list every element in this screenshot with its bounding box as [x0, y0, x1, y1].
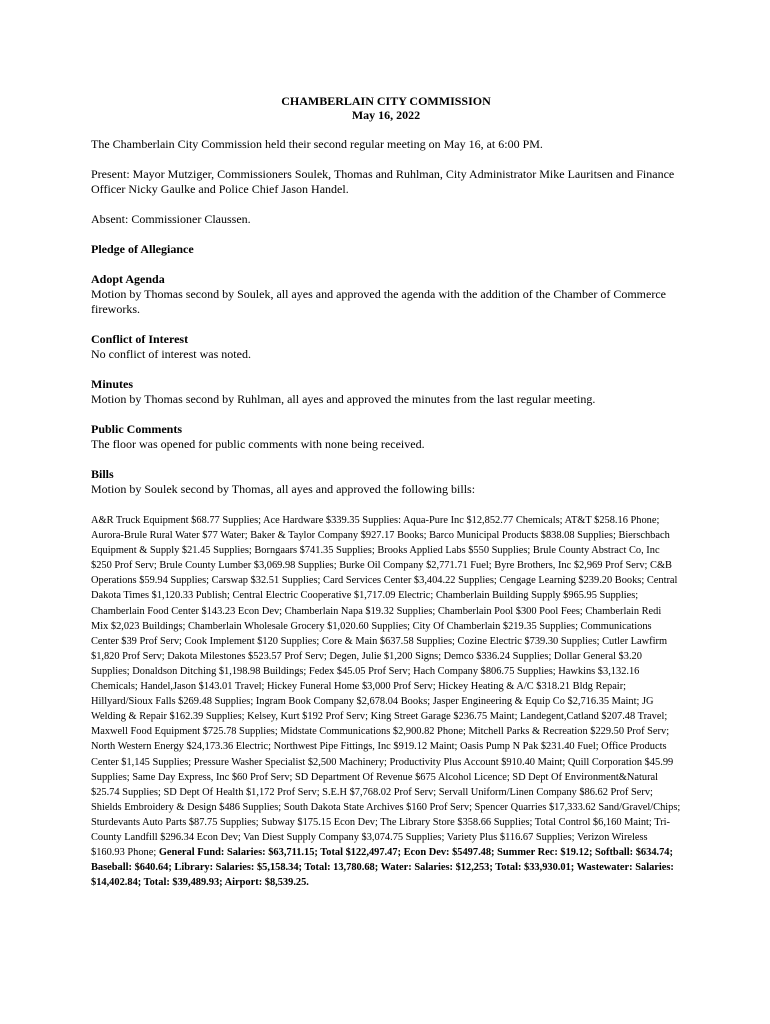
conflict-section [91, 332, 681, 362]
document-page [91, 94, 681, 890]
minutes-section [91, 377, 681, 407]
agenda-heading: Adopt Agenda [91, 272, 165, 286]
minutes-heading: Minutes [91, 377, 133, 391]
bills-motion-text: Motion by Soulek second by Thomas, all ayes and approved the following bills: [91, 482, 476, 496]
document-header [91, 94, 681, 122]
pledge-section [91, 242, 681, 257]
present-paragraph: Present: Mayor Mutziger, Commissioners Soulek, Thomas and Ruhlman, City Administrator Mike Lauritsen and Finance Officer Nicky Gaulke and Police Chief Jason Handel. [91, 167, 675, 196]
bills-heading: Bills [91, 467, 114, 481]
agenda-section [91, 272, 681, 317]
public-comments-heading: Public Comments [91, 422, 182, 436]
conflict-heading: Conflict of Interest [91, 332, 189, 346]
pledge-heading: Pledge of Allegiance [91, 242, 194, 256]
bills-list [91, 513, 681, 890]
absent-paragraph: Absent: Commissioner Claussen. [91, 212, 251, 226]
public-comments-text: The floor was opened for public comments with none being received. [91, 437, 425, 451]
bills-list-items: A&R Truck Equipment $68.77 Supplies; Ace Hardware $339.35 Supplies: Aqua-Pure Inc $12,852.77 Chemicals; AT&T $258.16 Phone; Aurora-Brule Rural Water $77 Water; Baker & Taylor Company $927.17 Books; Barco Municipal Products $838.08 Supplies; Bierschbach Equipment & Supply $21.45 Supplies; Borngaars $741.35 Supplies; Brooks Applied Labs $550 Supplies; Brule County Abstract Co, Inc $250 Prof Serv; Brule County Lumber $3,069.98 Supplies; Burke Oil Company $2,771.71 Fuel; Byre Brothers, Inc $2,969 Prof Serv; C&B Operations $59.94 Supplies; Carswap $32.51 Supplies; Card Services Center $3,404.22 Supplies; Cengage Learning $239.20 Books; Central Dakota Times $1,120.33 Publish; Central Electric Cooperative $1,717.09 Electric; Chamberlain Building Supply $965.95 Supplies; Chamberlain Food Center $143.23 Econ Dev; Chamberlain Napa $19.32 Supplies; Chamberlain Pool $300 Pool Fees; Chamberlain Redi Mix $2,023 Buildings; Chamberlain Wholesale Grocery $1,020.60 Supplies; City Of Chamberlain $219.35 Supplies; Communications Center $39 Prof Serv; Cook Implement $120 Supplies; Core & Main $637.58 Supplies; Cozine Electric $739.30 Supplies; Cutler Lawfirm $1,820 Prof Serv; Dakota Milestones $523.57 Prof Serv; Degen, Julie $1,200 Signs; Demco $336.24 Supplies; Dollar General $3.20 Supplies; Donaldson Ditching $1,198.98 Buildings; Fedex $45.05 Prof Serv; Hach Company $806.75 Supplies; Hawkins $3,132.16 Chemicals; Handel,Jason $143.01 Travel; Hickey Funeral Home $3,000 Prof Serv; Hickey Heating & A/C $318.21 Bldg Repair; Hillyard/Sioux Falls $269.48 Supplies; Ingram Book Company $2,678.04 Books; Jasper Engineering & Equip Co $2,716.35 Maint; JG Welding & Repair $162.39 Supplies; Kelsey, Kurt $192 Prof Serv; King Street Garage $236.75 Maint; Landegent,Catland $207.48 Travel; Maxwell Food Equipment $725.78 Supplies; Midstate Communications $2,900.82 Phone; Mitchell Parks & Recreation $229.50 Prof Serv; North Western Energy $24,173.36 Electric; Northwest Pipe Fittings, Inc $919.12 Maint; Oasis Pump N Pak $231.40 Fuel; Office Products Center $1,145 Supplies; Pressure Washer Specialist $2,500 Machinery; Productivity Plus Account $910.40 Maint; Quill Corporation $45.99 Supplies; Same Day Express, Inc $60 Prof Serv; SD Department Of Revenue $675 Alcohol Licence; SD Dept Of Environment&Natural $25.74 Supplies; SD Dept Of Health $1,172 Prof Serv; S.E.H $7,768.02 Prof Serv; Servall Uniform/Linen Company $86.62 Prof Serv; Shields Embroidery & Design $486 Supplies; South Dakota State Archives $160 Prof Serv; Spencer Quarries $17,333.62 Sand/Gravel/Chips; Sturdevants Auto Parts $87.75 Supplies; Subway $175.15 Econ Dev; The Library Store $358.66 Supplies; Total Control $6,160 Maint; Tri-County Landfill $296.34 Econ Dev; Van Diest Supply Company $3,074.75 Supplies; Variety Plus $116.67 Supplies; Verizon Wireless $160.93 Phone; [91, 515, 681, 859]
bills-fund-totals: General Fund: Salaries: $63,711.15; Total $122,497.47; Econ Dev: $5497.48; Summer Rec: $19.12; Softball: $634.74; Baseball: $640.64; Library: Salaries: $5,158.34; Total: 13,780.68; Water: Salaries: $12,253; Total: $33,930.01; Wastewater: Salaries: $14,402.84; Total: $39,489.93; Airport: $8,539.25. [91, 847, 674, 889]
minutes-text: Motion by Thomas second by Ruhlman, all ayes and approved the minutes from the last regular meeting. [91, 392, 596, 406]
conflict-text: No conflict of interest was noted. [91, 347, 251, 361]
public-comments-section [91, 422, 681, 452]
agenda-text: Motion by Thomas second by Soulek, all ayes and approved the agenda with the addition of the Chamber of Commerce fireworks. [91, 287, 666, 316]
meeting-date: May 16, 2022 [351, 108, 421, 122]
intro-paragraph: The Chamberlain City Commission held their second regular meeting on May 16, at 6:00 PM. [91, 137, 543, 151]
document-title: CHAMBERLAIN CITY COMMISSION [281, 94, 491, 108]
bills-section [91, 467, 681, 497]
